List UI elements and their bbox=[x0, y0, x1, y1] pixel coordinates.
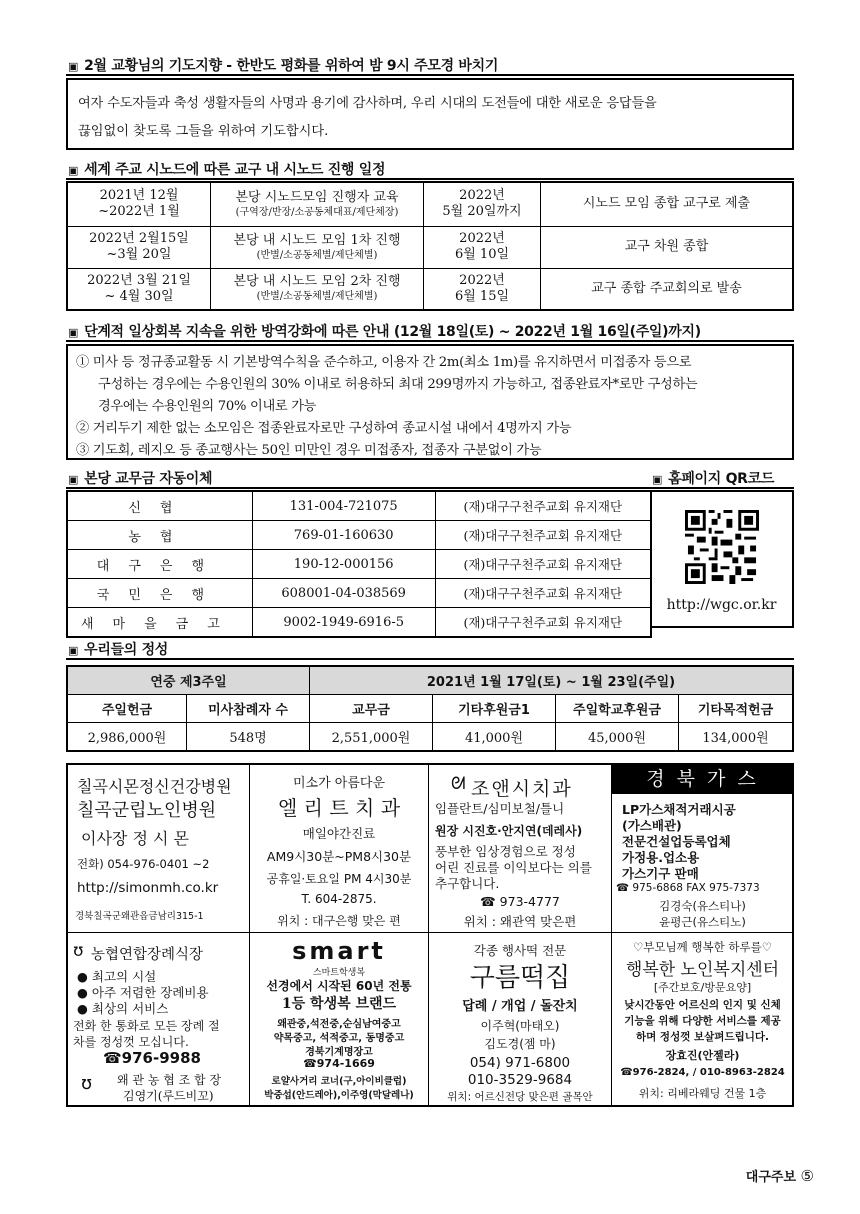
prayer-intention-box bbox=[66, 78, 794, 150]
ad-text: ☎ 973-4777 bbox=[480, 894, 560, 909]
ad-text: 왜 관 농 협 조 합 장 bbox=[117, 1073, 222, 1087]
ad-text: ☎976-9988 bbox=[103, 1049, 201, 1067]
offering-value: 548명 bbox=[187, 723, 310, 752]
period-end: ~3월 20일 bbox=[106, 247, 172, 262]
table-row bbox=[67, 521, 651, 550]
ad-text: 경북칠곡군왜관읍금남리315-1 bbox=[75, 911, 204, 922]
table-row bbox=[67, 579, 651, 608]
divider bbox=[66, 487, 794, 489]
qr-box bbox=[651, 490, 794, 628]
ad-simon-hospital bbox=[66, 763, 250, 933]
ad-text: 엘 리 트 치 과 bbox=[277, 796, 401, 820]
footer-label: 대구주보 bbox=[745, 1170, 797, 1185]
activity-cell bbox=[211, 182, 424, 226]
synod-schedule-title bbox=[68, 159, 385, 179]
square-bullet-icon: ▣ bbox=[68, 164, 79, 177]
ad-text: 원장 시진호·안지연(데레사) bbox=[435, 824, 583, 838]
ad-text: smart bbox=[292, 937, 386, 965]
ad-text: 풍부한 임상경험으로 정성 bbox=[435, 844, 576, 859]
period-cell bbox=[67, 182, 211, 226]
prayer-intention-line2: 끊임없이 찾도록 그들을 위하여 기도합시다. bbox=[78, 124, 329, 139]
ad-text: 로얄사거리 코너(구,아이비클럽) bbox=[271, 1076, 407, 1087]
ad-elite-dental bbox=[249, 763, 429, 933]
offering-table bbox=[66, 665, 794, 752]
ad-text: 박중섭(안드레아),이주영(막달레나) bbox=[264, 1090, 414, 1101]
synod-schedule-title-text: 세계 주교 시노드에 따른 교구 내 시노드 진행 일정 bbox=[84, 162, 386, 178]
ad-text: 최상의 서비스 bbox=[91, 1001, 169, 1016]
ad-text: 경 북 가 스 bbox=[612, 764, 793, 794]
ad-text: 이주혁(마태오) bbox=[480, 1019, 560, 1033]
column-header: 주일학교후원금 bbox=[556, 695, 679, 723]
ad-text: 농협연합장례식장 bbox=[91, 947, 204, 963]
ad-text: 추구합니다. bbox=[435, 876, 500, 891]
ad-text: [주간보호/방문요양] bbox=[653, 981, 752, 994]
ad-nonghyup-funeral bbox=[66, 932, 250, 1107]
bank-name: 대구은행 bbox=[67, 550, 252, 579]
quarantine-guide-title-text: 단계적 일상회복 지속을 위한 방역강화에 따른 안내 (12월 18일(토) ~ 2022년 1월 16일(주일)까지) bbox=[84, 324, 701, 340]
activity-sub: (반별/소공동체별/제단체별) bbox=[256, 249, 378, 261]
guide-line: ① 미사 등 정규종교활동 시 기본방역수칙을 준수하고, 이용자 간 2m(최소 1m)를 유지하면서 미접종자 등으로 bbox=[76, 355, 692, 370]
ad-text: 010-3529-9684 bbox=[467, 1072, 573, 1088]
qr-title bbox=[652, 468, 774, 488]
table-row bbox=[67, 226, 793, 268]
ad-text: (가스배관) bbox=[622, 818, 682, 833]
ad-text: 답례 / 개업 / 돌잔치 bbox=[462, 999, 578, 1014]
ad-text: 임플란트/심미보철/틀니 bbox=[435, 801, 565, 816]
ad-text: 1등 학생복 브랜드 bbox=[281, 996, 397, 1012]
ad-text: 미소가 아름다운 bbox=[292, 776, 386, 791]
ad-text: 선경에서 시작된 60년 전통 bbox=[266, 979, 412, 993]
ad-text: 기능을 위해 다양한 서비스를 제공 bbox=[624, 1015, 781, 1027]
table-row bbox=[67, 182, 793, 226]
activity-cell bbox=[211, 268, 424, 310]
page-number: ⑤ bbox=[800, 1167, 814, 1185]
column-header: 기타후원금1 bbox=[433, 695, 556, 723]
square-bullet-icon: ▣ bbox=[68, 60, 79, 73]
quarantine-guide-title bbox=[68, 321, 701, 341]
bank-account: 190-12-000156 bbox=[252, 550, 435, 579]
period-label: 2021년 1월 17일(토) ~ 1월 23일(주일) bbox=[310, 666, 794, 695]
bank-account: 769-01-160630 bbox=[252, 521, 435, 550]
deadline-year: 2022년 bbox=[459, 272, 505, 288]
ad-text: ♡부모님께 행복한 하루를♡ bbox=[632, 940, 773, 954]
ad-gureum-rice-cake bbox=[428, 932, 612, 1107]
table-row bbox=[67, 550, 651, 579]
bank-account: 608001-04-038569 bbox=[252, 579, 435, 608]
offering-title bbox=[68, 639, 168, 659]
guide-line: 경우에는 수용인원의 70% 이내로 가능 bbox=[98, 399, 317, 414]
ad-text: 가정용.업소용 bbox=[622, 850, 700, 865]
table-row bbox=[67, 666, 793, 695]
offering-title-text: 우리들의 정성 bbox=[84, 642, 169, 658]
account-owner: (재)대구구천주교회 유지재단 bbox=[435, 550, 651, 579]
offering-value: 45,000원 bbox=[556, 723, 679, 752]
deadline-year: 2022년 bbox=[459, 231, 505, 246]
account-owner: (재)대구구천주교회 유지재단 bbox=[435, 579, 651, 608]
period-start: 2021년 12월 bbox=[99, 188, 179, 204]
ad-text: 위치 : 왜관역 맞은편 bbox=[463, 914, 577, 929]
ad-text: 공휴일·토요일 PM 4시30분 bbox=[266, 872, 412, 886]
period-start: 2022년 2월15일 bbox=[89, 231, 189, 246]
ad-smart-uniform bbox=[249, 932, 429, 1107]
offering-value: 2,551,000원 bbox=[310, 723, 433, 752]
qr-title-text: 홈페이지 QR코드 bbox=[668, 471, 775, 487]
ad-text: 가스기구 판매 bbox=[622, 866, 699, 881]
deadline-cell bbox=[424, 268, 541, 310]
ad-text: 장효진(안젤라) bbox=[665, 1049, 740, 1062]
ad-text: 아주 저렴한 장례비용 bbox=[91, 985, 209, 1000]
period-start: 2022년 3월 21일 bbox=[87, 272, 191, 288]
ad-text: T. 604-2875. bbox=[301, 892, 377, 906]
ad-text: 차를 정성껏 모십니다. bbox=[73, 1035, 189, 1049]
guide-line: ② 거리두기 제한 없는 소모임은 접종완료자로만 구성하여 종교시설 내에서 4명까지 가능 bbox=[76, 421, 572, 436]
square-bullet-icon: ▣ bbox=[652, 473, 663, 486]
ad-text: 칠곡군립노인병원 bbox=[77, 800, 217, 821]
guide-line: 구성하는 경우에는 수용인원의 30% 이내로 허용하되 최대 299명까지 가능하고, 접종완료자*로만 구성하는 bbox=[98, 377, 698, 392]
ad-text: 위치: 어르신전당 맞은편 골목안 bbox=[447, 1091, 593, 1103]
offering-value: 2,986,000원 bbox=[67, 723, 187, 752]
ad-text: 어린 진료를 이익보다는 의를 bbox=[435, 860, 592, 875]
divider bbox=[66, 178, 794, 180]
result-cell: 시노드 모임 종합 교구로 제출 bbox=[541, 182, 794, 226]
activity-cell bbox=[211, 226, 424, 268]
table-row bbox=[67, 491, 651, 521]
qr-code-icon[interactable] bbox=[685, 510, 759, 584]
ad-text: 구름떡집 bbox=[469, 963, 571, 993]
nonghyup-logo-icon: ʊ bbox=[73, 941, 84, 961]
ad-text: 054) 971-6800 bbox=[469, 1055, 571, 1071]
auto-transfer-title-text: 본당 교무금 자동이체 bbox=[84, 471, 213, 487]
prayer-intention-line1: 여자 수도자들과 축성 생활자들의 사명과 용기에 감사하며, 우리 시대의 도전들에 대한 새로운 응답들을 bbox=[78, 96, 657, 111]
bank-name: 국민은행 bbox=[67, 579, 252, 608]
synod-schedule-table bbox=[66, 181, 794, 311]
ad-text: LP가스채적거래시공 bbox=[622, 802, 736, 817]
offering-value: 134,000원 bbox=[679, 723, 794, 752]
ad-text: 전화 한 통화로 모든 장례 절 bbox=[73, 1019, 220, 1033]
column-header: 기타목적헌금 bbox=[679, 695, 794, 723]
ad-text: ☎976-2824, / 010-8963-2824 bbox=[620, 1067, 785, 1078]
nonghyup-logo-icon: ʊ bbox=[81, 1073, 93, 1094]
ad-text: 낮시간동안 어르신의 인지 및 신체 bbox=[624, 999, 781, 1011]
result-cell: 교구 종합 주교회의로 발송 bbox=[541, 268, 794, 310]
table-row bbox=[67, 268, 793, 310]
activity-text: 본당 내 시노드 모임 1차 진행 bbox=[233, 232, 401, 248]
ad-text: 매일야간진료 bbox=[302, 826, 376, 841]
result-cell: 교구 차원 종합 bbox=[541, 226, 794, 268]
bank-table bbox=[66, 490, 652, 638]
ad-text: 조앤시치과 bbox=[471, 778, 573, 800]
account-owner: (재)대구구천주교회 유지재단 bbox=[435, 521, 651, 550]
offering-value: 41,000원 bbox=[433, 723, 556, 752]
ad-text: AM9시30분~PM8시30분 bbox=[266, 849, 412, 864]
table-row bbox=[67, 695, 793, 723]
auto-transfer-title bbox=[68, 468, 212, 488]
deadline-cell bbox=[424, 182, 541, 226]
square-bullet-icon: ▣ bbox=[68, 473, 79, 486]
table-row bbox=[67, 608, 651, 638]
deadline-cell bbox=[424, 226, 541, 268]
ad-text: ● 최상의 서비스 bbox=[77, 1001, 169, 1016]
ad-text: ☎974-1669 bbox=[303, 1057, 375, 1070]
prayer-intention-title-text: 2월 교황님의 기도지향 - 한반도 평화를 위하여 밤 9시 주모경 바치기 bbox=[84, 58, 499, 74]
deadline-date: 6월 15일 bbox=[454, 288, 510, 304]
table-row bbox=[67, 723, 793, 752]
quarantine-guide-box bbox=[66, 344, 794, 460]
activity-text: 본당 내 시노드 모임 2차 진행 bbox=[233, 274, 401, 290]
ad-text: 이사장 정 시 몬 bbox=[81, 829, 189, 848]
account-owner: (재)대구구천주교회 유지재단 bbox=[435, 491, 651, 521]
ad-text: 칠곡시몬정신건강병원 bbox=[77, 777, 232, 796]
divider bbox=[66, 340, 794, 342]
ad-text: 전문건설업등록업체 bbox=[622, 834, 731, 849]
ad-text: 위치: 리베라웨딩 건물 1층 bbox=[638, 1087, 767, 1100]
ad-text: 전화) 054-976-0401 ~2 bbox=[77, 857, 210, 871]
homepage-url[interactable]: http://wgc.or.kr bbox=[666, 597, 777, 613]
ad-text: 하며 정성껏 보살펴드립니다. bbox=[635, 1031, 769, 1043]
ad-text: 윤평근(유스티노) bbox=[659, 915, 746, 929]
column-header: 미사참례자 수 bbox=[187, 695, 310, 723]
ad-text: 김도경(젬 마) bbox=[484, 1037, 556, 1051]
period-end: ~2022년 1월 bbox=[98, 204, 180, 220]
deadline-date: 5월 20일까지 bbox=[442, 204, 522, 220]
bank-account: 9002-1949-6916-5 bbox=[252, 608, 435, 638]
ad-text: 왜관중,석전중,순심남여중고 bbox=[277, 1019, 401, 1030]
ad-text: ● 최고의 시설 bbox=[77, 969, 157, 984]
ad-joan-dental bbox=[428, 763, 612, 933]
guide-line: ③ 기도회, 레지오 등 종교행사는 50인 미만인 경우 미접종자, 접종자 구분없이 가능 bbox=[76, 443, 542, 458]
activity-sub: (반별/소공동체별/제단체별) bbox=[256, 291, 378, 303]
period-cell bbox=[67, 268, 211, 310]
deadline-date: 6월 10일 bbox=[454, 247, 510, 262]
ad-text: 최고의 시설 bbox=[91, 969, 157, 984]
ad-happy-senior-center bbox=[611, 932, 794, 1107]
period-end: ~ 4월 30일 bbox=[104, 288, 174, 304]
account-owner: (재)대구구천주교회 유지재단 bbox=[435, 608, 651, 638]
ad-text: http://simonmh.co.kr bbox=[77, 880, 219, 896]
page-footer bbox=[746, 1166, 814, 1185]
ad-text: 약목중고, 석적중고, 동명중고 bbox=[273, 1033, 405, 1044]
activity-sub: (구역장/반장/소공동체대표/제단체장) bbox=[235, 206, 399, 218]
ad-text: 경북기계명장고 bbox=[305, 1047, 373, 1058]
period-cell bbox=[67, 226, 211, 268]
bank-name: 새마을금고 bbox=[67, 608, 252, 638]
ad-text: ☎ 975-6868 FAX 975-7373 bbox=[616, 882, 760, 894]
bank-name: 신협 bbox=[67, 491, 252, 521]
divider bbox=[66, 658, 794, 660]
ad-text: 위치 : 대구은행 맞은 편 bbox=[277, 914, 401, 928]
tooth-icon: ᘛ bbox=[451, 774, 466, 794]
ad-text: 김영기(루드비꼬) bbox=[123, 1089, 214, 1103]
square-bullet-icon: ▣ bbox=[68, 644, 79, 657]
column-header: 교무금 bbox=[310, 695, 433, 723]
ad-text: 행복한 노인복지센터 bbox=[625, 960, 780, 980]
ad-text: 김경숙(유스티나) bbox=[659, 899, 746, 913]
divider bbox=[66, 74, 794, 76]
bank-name: 농협 bbox=[67, 521, 252, 550]
column-header: 주일헌금 bbox=[67, 695, 187, 723]
prayer-intention-title bbox=[68, 55, 498, 75]
bank-account: 131-004-721075 bbox=[252, 491, 435, 521]
week-label: 연중 제3주일 bbox=[67, 666, 310, 695]
square-bullet-icon: ▣ bbox=[68, 326, 79, 339]
ad-text: 각종 행사떡 전문 bbox=[473, 943, 567, 958]
ad-text: ● 아주 저렴한 장례비용 bbox=[77, 985, 209, 1000]
deadline-year: 2022년 bbox=[459, 188, 505, 204]
ad-text: 스마트학생복 bbox=[312, 968, 366, 978]
ad-gyeongbuk-gas bbox=[611, 763, 794, 933]
activity-text: 본당 시노드모임 진행자 교육 bbox=[235, 189, 399, 205]
